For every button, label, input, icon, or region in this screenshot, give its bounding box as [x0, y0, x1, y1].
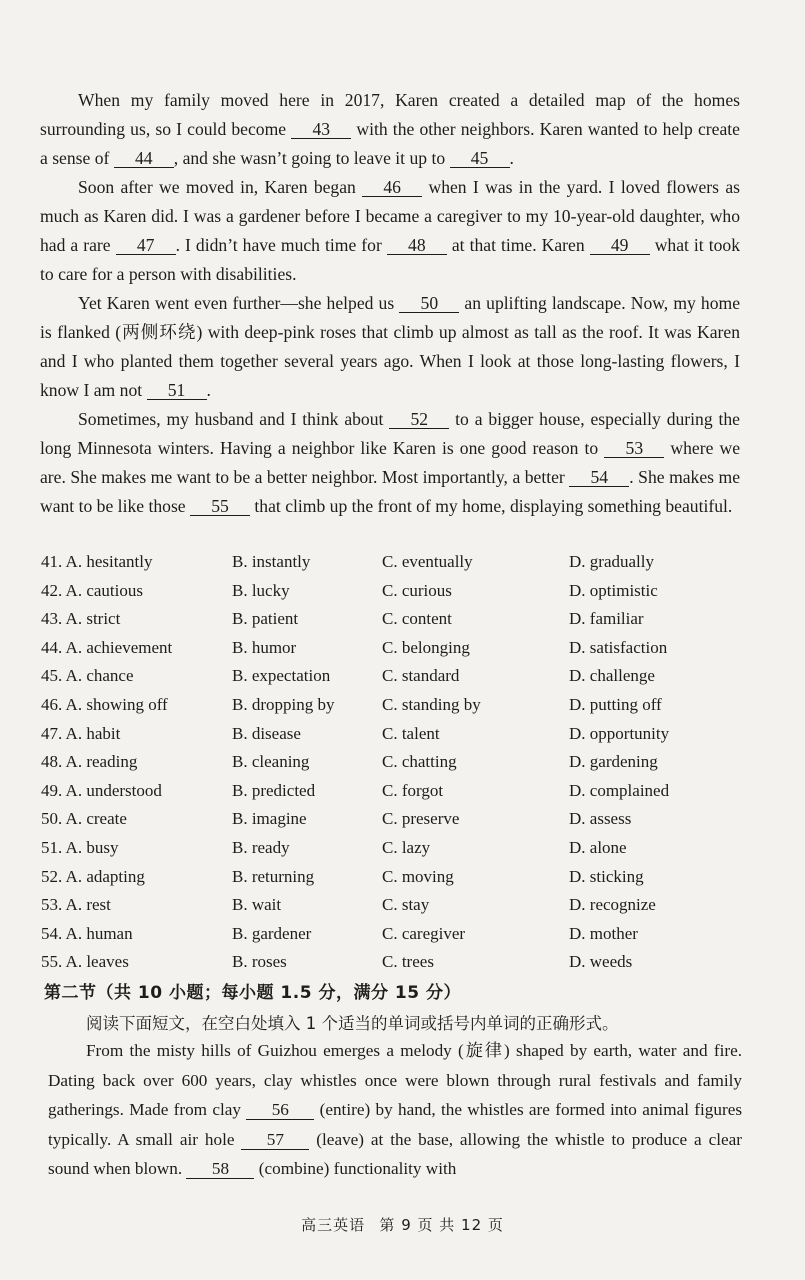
option-c: C. talent [382, 723, 440, 743]
option-c: C. belonging [382, 637, 470, 657]
text: From the misty hills of Guizhou emerges a melody (旋律) shaped by earth, water and fire. Dating back over 600 years, clay whistles once were blown through rural festivals and family gatherings. Made from clay [48, 1041, 742, 1119]
blank-58: 58 [186, 1160, 254, 1179]
option-d: D. weeds [569, 952, 633, 972]
text: Yet Karen went even further—she helped us [78, 293, 400, 313]
blank-43: 43 [291, 120, 351, 139]
option-b: B. roses [232, 952, 287, 972]
option-a: 55. A. leaves [41, 952, 129, 972]
text: at that time. Karen [446, 235, 590, 255]
blank-46: 46 [362, 178, 422, 197]
text: when I was in the yard. I loved flowers as much as Karen did. I was a gardener before I became a caregiver to my 10-year-old daughter, who had a rare [40, 177, 740, 255]
option-row-43 [41, 605, 761, 634]
option-b: B. ready [232, 837, 290, 857]
blank-45: 45 [450, 149, 510, 168]
option-c: C. eventually [382, 552, 473, 571]
option-a: 43. A. strict [41, 609, 121, 629]
option-d: D. assess [569, 809, 632, 829]
option-a: 41. A. hesitantly [41, 552, 153, 571]
option-b: B. dropping by [232, 694, 335, 714]
option-a: 53. A. rest [41, 895, 111, 915]
option-b: B. cleaning [232, 752, 310, 772]
paragraph-3 [40, 289, 740, 405]
option-a: 51. A. busy [41, 837, 119, 857]
option-a: 45. A. chance [41, 666, 134, 686]
text: When my family moved here in 2017, Karen created a detailed map of the homes surrounding us, so I could become [40, 90, 740, 139]
option-d: D. satisfaction [569, 637, 668, 657]
option-b: B. imagine [232, 809, 307, 829]
text: . I didn’t have much time for [175, 235, 387, 255]
text: (combine) functionality with [254, 1159, 457, 1178]
option-d: D. gardening [569, 752, 658, 772]
option-a: 50. A. create [41, 809, 127, 829]
option-a: 49. A. understood [41, 780, 162, 800]
option-d: D. putting off [569, 694, 662, 714]
blank-50: 50 [399, 294, 459, 313]
option-c: C. caregiver [382, 923, 466, 943]
blank-56: 56 [246, 1101, 314, 1120]
text: Soon after we moved in, Karen began [78, 177, 363, 197]
option-c: C. forgot [382, 780, 444, 800]
option-b: B. disease [232, 723, 301, 743]
option-a: 48. A. reading [41, 752, 138, 772]
option-b: B. humor [232, 637, 297, 657]
option-row-55 [41, 948, 761, 977]
text: to a bigger house, especially during the long Minnesota winters. Having a neighbor like Karen is one good reason to [40, 409, 740, 458]
option-b: B. lucky [232, 580, 290, 600]
option-a: 46. A. showing off [41, 694, 168, 714]
paragraph-5 [48, 1036, 742, 1184]
option-row-53 [41, 891, 761, 920]
blank-57: 57 [241, 1131, 309, 1150]
option-row-47 [41, 720, 761, 749]
text: what it took to care for a person with disabilities. [40, 235, 740, 284]
blank-55: 55 [190, 497, 250, 516]
option-a: 42. A. cautious [41, 580, 143, 600]
page-footer [0, 1214, 805, 1235]
option-d: D. mother [569, 923, 638, 943]
blank-51: 51 [147, 381, 207, 400]
blank-54: 54 [569, 468, 629, 487]
option-row-44 [41, 634, 761, 663]
cloze-passage [40, 86, 740, 521]
option-row-45 [41, 662, 761, 691]
option-c: C. curious [382, 580, 452, 600]
footer-subject: 高三英语 [301, 1216, 366, 1234]
option-c: C. standing by [382, 694, 481, 714]
option-b: B. predicted [232, 780, 316, 800]
option-d: D. opportunity [569, 723, 670, 743]
text: an uplifting landscape. Now, my home is flanked (两侧环绕) with deep-pink roses that climb up almost as tall as the roof. It was Karen and I who planted them together several years ago. When I look at those long-lasting flowers, I know I am not [40, 293, 741, 400]
text: (leave) at the base, allowing the whistle to produce a clear sound when blown. [48, 1129, 742, 1178]
option-a: 54. A. human [41, 923, 133, 943]
section-heading: 第二节（共 10 小题；每小题 1.5 分，满分 15 分） [44, 983, 461, 1003]
footer-page-number: 第 9 页 共 12 页 [379, 1216, 504, 1234]
option-c: C. content [382, 609, 452, 629]
blank-47: 47 [116, 236, 176, 255]
option-b: B. gardener [232, 923, 312, 943]
option-d: D. optimistic [569, 580, 658, 600]
section-instruction: 阅读下面短文，在空白处填入 1 个适当的单词或括号内单词的正确形式。 [86, 1014, 619, 1033]
option-b: B. instantly [232, 552, 311, 571]
option-row-46 [41, 691, 761, 720]
option-c: C. trees [382, 952, 434, 972]
option-c: C. chatting [382, 752, 457, 772]
text: . She makes me want to be like those [40, 467, 741, 516]
option-c: C. preserve [382, 809, 460, 829]
option-c: C. standard [382, 666, 460, 686]
option-b: B. patient [232, 609, 299, 629]
option-d: D. familiar [569, 609, 644, 629]
blank-53: 53 [604, 439, 664, 458]
option-row-48 [41, 748, 761, 777]
blank-49: 49 [590, 236, 650, 255]
option-row-41 [41, 548, 761, 577]
option-row-54 [41, 920, 761, 949]
blank-48: 48 [387, 236, 447, 255]
option-d: D. sticking [569, 866, 644, 886]
option-d: D. alone [569, 837, 627, 857]
option-b: B. wait [232, 895, 282, 915]
option-a: 44. A. achievement [41, 637, 173, 657]
option-a: 52. A. adapting [41, 866, 145, 886]
text: . [206, 380, 211, 400]
option-row-42 [41, 577, 761, 606]
option-row-49 [41, 777, 761, 806]
option-c: C. stay [382, 895, 430, 915]
option-b: B. expectation [232, 666, 331, 686]
paragraph-1 [40, 86, 740, 173]
blank-52: 52 [389, 410, 449, 429]
answer-options [41, 548, 761, 977]
option-d: D. recognize [569, 895, 656, 915]
option-d: D. challenge [569, 666, 655, 686]
paragraph-2 [40, 173, 740, 289]
text: , and she wasn’t going to leave it up to [173, 148, 450, 168]
text: that climb up the front of my home, displaying something beautiful. [250, 496, 733, 516]
option-c: C. moving [382, 866, 454, 886]
option-row-51 [41, 834, 761, 863]
paragraph-4 [40, 405, 740, 521]
text: Sometimes, my husband and I think about [78, 409, 390, 429]
blank-44: 44 [114, 149, 174, 168]
option-b: B. returning [232, 866, 315, 886]
grammar-passage [48, 1036, 742, 1184]
text: where we are. She makes me want to be a better neighbor. Most importantly, a better [40, 438, 740, 487]
option-d: D. complained [569, 780, 670, 800]
option-a: 47. A. habit [41, 723, 121, 743]
text: with the other neighbors. Karen wanted to help create a sense of [40, 119, 740, 168]
option-row-50 [41, 805, 761, 834]
option-row-52 [41, 863, 761, 892]
text: (entire) by hand, the whistles are formed into animal figures typically. A small air hole [48, 1100, 743, 1149]
option-d: D. gradually [569, 552, 654, 571]
option-c: C. lazy [382, 837, 431, 857]
text: . [509, 148, 514, 168]
